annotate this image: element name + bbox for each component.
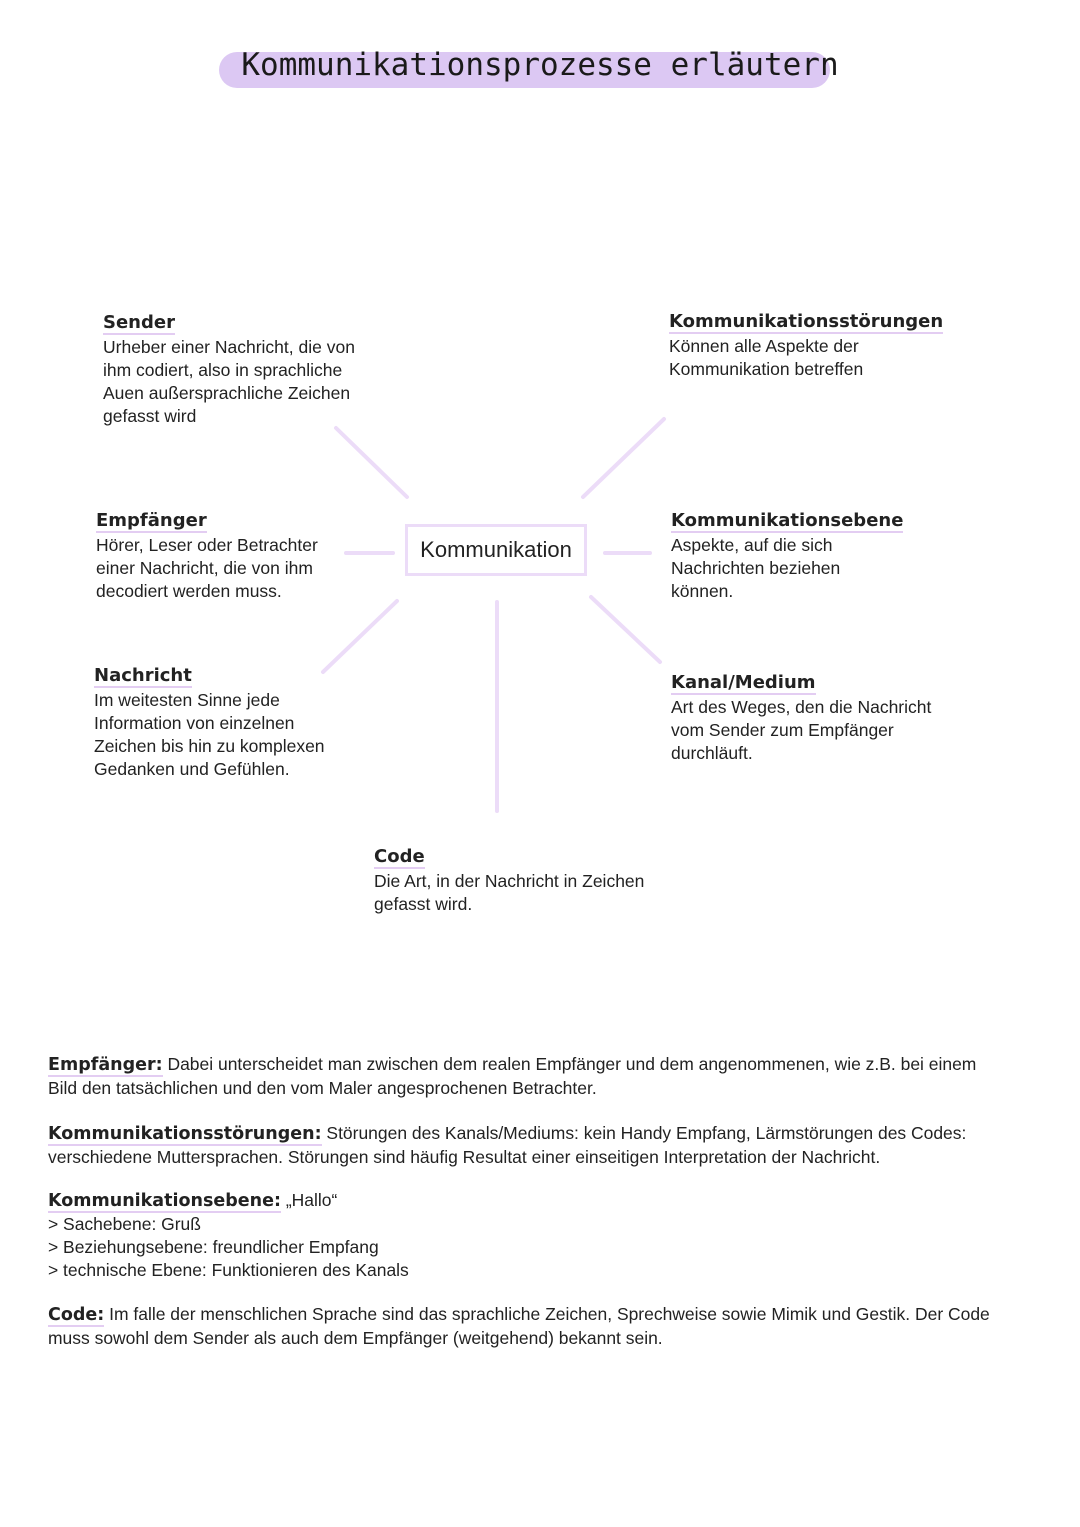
note-term: Kommunikationsebene: (48, 1191, 281, 1211)
node-heading: Code (374, 846, 425, 867)
center-node: Kommunikation (405, 524, 587, 576)
note-text: verschiedene Muttersprachen. Störungen sind häufig Resultat einer einseitigen Interpretation der Nachricht. (48, 1147, 881, 1167)
note-list-item: > Beziehungsebene: freundlicher Empfang (48, 1237, 379, 1257)
node-stoerungen (669, 310, 943, 381)
node-line: Zeichen bis hin zu komplexen (94, 736, 325, 756)
node-line: Urheber einer Nachricht, die von (103, 337, 355, 357)
node-line: Gedanken und Gefühlen. (94, 759, 290, 779)
node-line: können. (671, 581, 734, 601)
node-line: Kommunikation betreffen (669, 359, 864, 379)
note-term: Code: (48, 1305, 105, 1325)
note-text: Im falle der menschlichen Sprache sind das sprachliche Zeichen, Sprechweise sowie Mimik und Gestik. Der Code (104, 1304, 990, 1324)
page-title: Kommunikationsprozesse erläutern (241, 47, 839, 83)
node-line: Hörer, Leser oder Betrachter (96, 535, 318, 555)
note-text: „Hallo“ (280, 1190, 338, 1210)
node-line: Information von einzelnen (94, 713, 295, 733)
note-code (48, 1303, 1033, 1350)
node-line: Art des Weges, den die Nachricht (671, 697, 932, 717)
node-heading: Kanal/Medium (671, 672, 816, 693)
node-line: Aspekte, auf die sich (671, 535, 833, 555)
note-list-item: > Sachebene: Gruß (48, 1214, 201, 1234)
node-heading: Empfänger (96, 510, 207, 531)
connector-stoerungen (583, 419, 664, 497)
note-stoerungen (48, 1122, 1033, 1169)
node-nachricht (94, 664, 325, 781)
node-line: gefasst wird (103, 406, 197, 426)
node-line: Nachrichten beziehen (671, 558, 841, 578)
node-line: Auen außersprachliche Zeichen (103, 383, 351, 403)
note-ebene (48, 1189, 1033, 1282)
connector-sender (336, 428, 407, 497)
note-text: Störungen des Kanals/Mediums: kein Handy Empfang, Lärmstörungen des Codes: (321, 1123, 967, 1143)
node-line: Im weitesten Sinne jede (94, 690, 280, 710)
note-text: Bild den tatsächlichen und den vom Maler angesprochenen Betrachter. (48, 1078, 597, 1098)
note-text: muss sowohl dem Sender als auch dem Empfänger (weitgehend) bekannt sein. (48, 1328, 663, 1348)
node-line: vom Sender zum Empfänger (671, 720, 894, 740)
node-line: decodiert werden muss. (96, 581, 282, 601)
node-heading: Nachricht (94, 665, 192, 686)
connector-kanal (591, 597, 660, 662)
node-sender (103, 311, 355, 428)
node-heading: Kommunikationsstörungen (669, 311, 944, 332)
node-code (374, 845, 644, 916)
connector-nachricht (323, 601, 397, 672)
node-line: gefasst wird. (374, 894, 473, 914)
note-term: Kommunikationsstörungen: (48, 1124, 322, 1144)
node-heading: Kommunikationsebene (671, 510, 904, 531)
node-line: Die Art, in der Nachricht in Zeichen (374, 871, 645, 891)
note-text: Dabei unterscheidet man zwischen dem realen Empfänger und dem angenommenen, wie z.B. bei einem (162, 1054, 977, 1074)
node-ebene (671, 509, 903, 603)
note-term: Empfänger: (48, 1055, 163, 1075)
node-kanal (671, 671, 931, 765)
node-heading: Sender (103, 312, 175, 333)
node-line: einer Nachricht, die von ihm (96, 558, 313, 578)
node-line: ihm codiert, also in sprachliche (103, 360, 343, 380)
node-line: durchläuft. (671, 743, 753, 763)
note-list-item: > technische Ebene: Funktionieren des Kanals (48, 1260, 409, 1280)
node-empfaenger (96, 509, 318, 603)
note-empfaenger (48, 1053, 1033, 1100)
node-line: Können alle Aspekte der (669, 336, 859, 356)
